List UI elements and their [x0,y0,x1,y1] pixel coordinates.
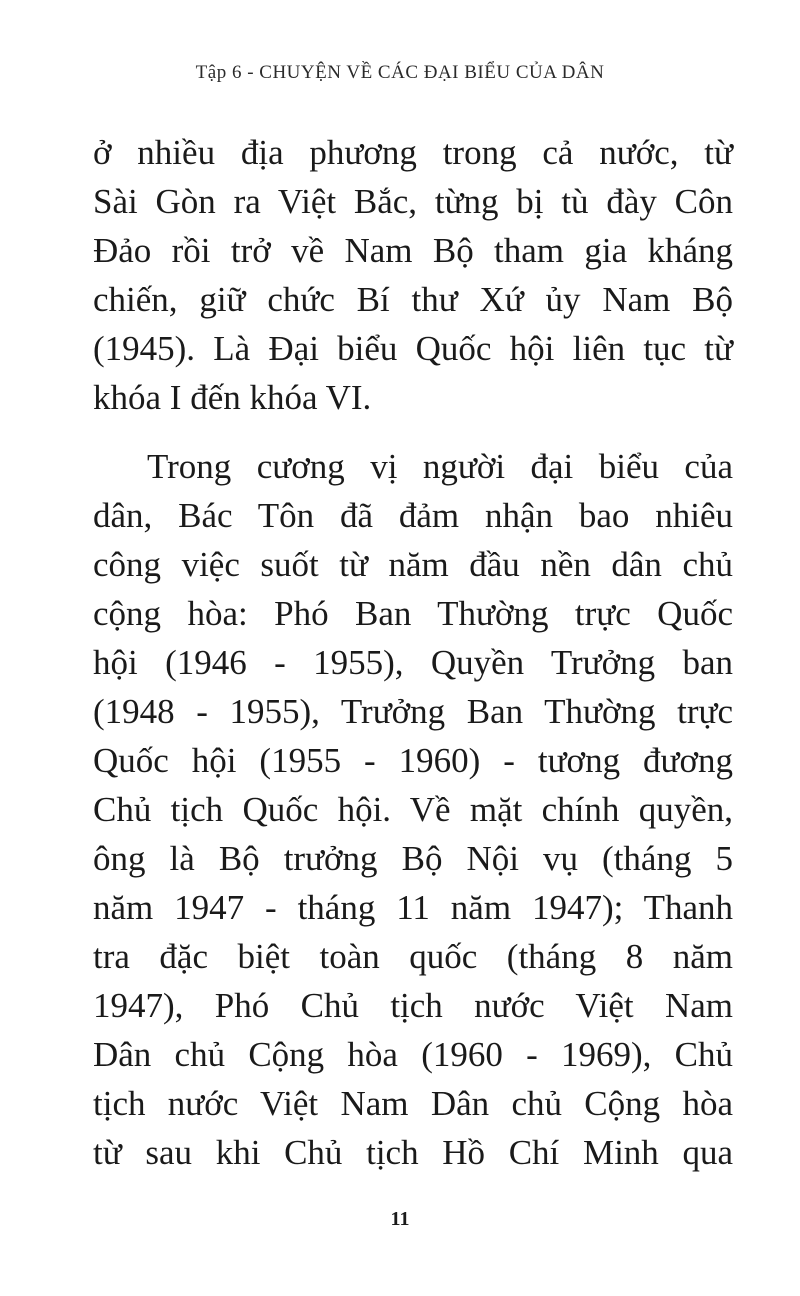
text-line: công việc suốt từ năm đầu nền dân chủ [93,545,733,584]
text-line: Dân chủ Cộng hòa (1960 - 1969), Chủ [93,1035,733,1074]
paragraph-1 [93,128,733,422]
text-line: ông là Bộ trưởng Bộ Nội vụ (tháng 5 [93,839,733,878]
paragraph-gap [93,422,733,442]
text-line: Đảo rồi trở về Nam Bộ tham gia kháng [93,231,733,270]
text-line: dân, Bác Tôn đã đảm nhận bao nhiêu [93,496,733,535]
text-line: từ sau khi Chủ tịch Hồ Chí Minh qua [93,1133,733,1172]
page-number: 11 [390,1208,410,1230]
text-line: tra đặc biệt toàn quốc (tháng 8 năm [93,937,733,976]
text-line: tịch nước Việt Nam Dân chủ Cộng hòa [93,1084,733,1123]
text-line: cộng hòa: Phó Ban Thường trực Quốc [93,594,733,633]
text-line: hội (1946 - 1955), Quyền Trưởng ban [93,643,733,682]
text-line: Sài Gòn ra Việt Bắc, từng bị tù đày Côn [93,182,733,221]
text-line: năm 1947 - tháng 11 năm 1947); Thanh [93,888,733,927]
paragraph-2 [93,442,733,1177]
text-line: Trong cương vị người đại biểu của [147,447,733,486]
text-line: 1947), Phó Chủ tịch nước Việt Nam [93,986,733,1025]
text-line: chiến, giữ chức Bí thư Xứ ủy Nam Bộ [93,280,733,319]
text-line: ở nhiều địa phương trong cả nước, từ [93,133,733,172]
page-body [93,128,733,1177]
running-header: Tập 6 - CHUYỆN VỀ CÁC ĐẠI BIỂU CỦA DÂN [195,62,605,83]
text-line: (1948 - 1955), Trưởng Ban Thường trực [93,692,733,731]
text-line: Chủ tịch Quốc hội. Về mặt chính quyền, [93,790,733,829]
text-line: Quốc hội (1955 - 1960) - tương đương [93,741,733,780]
text-line: khóa I đến khóa VI. [93,378,372,417]
text-line: (1945). Là Đại biểu Quốc hội liên tục từ [93,329,733,368]
